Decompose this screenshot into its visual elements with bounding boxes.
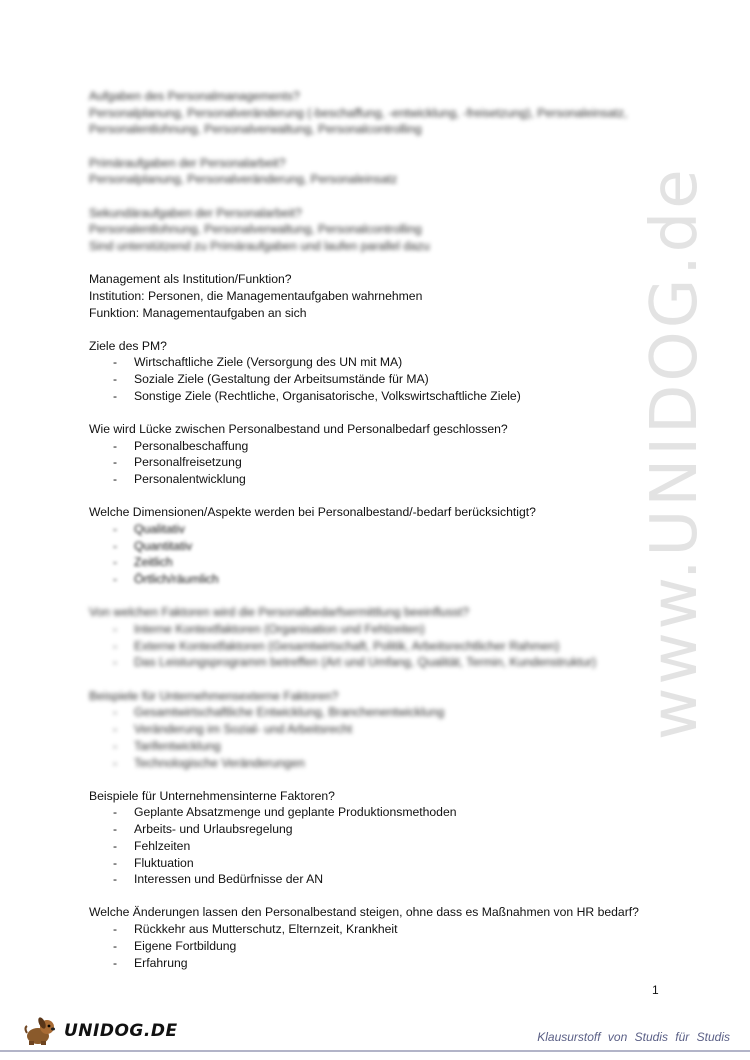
list-item <box>89 621 679 638</box>
unidog-logo <box>24 1016 178 1046</box>
section-6 <box>89 504 679 588</box>
section-1 <box>89 155 679 188</box>
section-3 <box>89 271 679 321</box>
list-item <box>89 371 679 388</box>
list-item <box>89 921 679 938</box>
dash-bullet: - <box>113 455 118 470</box>
dash-bullet: - <box>113 705 118 720</box>
list-item-text: Personalentwicklung <box>134 472 246 487</box>
list-item-text: Arbeits- und Urlaubsregelung <box>134 822 293 837</box>
list-item <box>89 638 679 655</box>
dash-bullet: - <box>113 438 118 453</box>
page-number: 1 <box>652 983 659 997</box>
dash-bullet: - <box>113 955 118 970</box>
list-item-text: Eigene Fortbildung <box>134 938 237 953</box>
list-item <box>89 704 679 721</box>
dash-bullet: - <box>113 388 118 403</box>
list-item-text: Interessen und Bedürfnisse der AN <box>134 872 324 887</box>
list-item-text: Interne Kontextfaktoren (Organisation und Fehlzeiten) <box>134 622 425 637</box>
dash-bullet: - <box>113 938 118 953</box>
dash-bullet: - <box>113 755 118 770</box>
list-item <box>89 571 679 588</box>
list-item-text: Personalbeschaffung <box>134 438 249 453</box>
dash-bullet: - <box>113 372 118 387</box>
list-item <box>89 538 679 555</box>
section-heading: Beispiele für Unternehmensinterne Faktoren? <box>89 788 335 803</box>
dash-bullet: - <box>113 872 118 887</box>
section-heading: Von welchen Faktoren wird die Personalbedarfsermittlung beeinflusst? <box>89 605 470 620</box>
section-text-line: Personalentlohnung, Personalverwaltung, Personalcontrolling <box>89 122 422 137</box>
list-item-text: Tarifentwicklung <box>134 738 221 753</box>
list-item <box>89 354 679 371</box>
section-5 <box>89 421 679 488</box>
list-item <box>89 438 679 455</box>
logo-text: UNIDOG.DE <box>64 1021 178 1041</box>
dash-bullet: - <box>113 838 118 853</box>
list-item-text: Personalfreisetzung <box>134 455 242 470</box>
list-item <box>89 471 679 488</box>
list-item-text: Fluktuation <box>134 855 194 870</box>
dash-bullet: - <box>113 655 118 670</box>
list-item-text: Gesamtwirtschaftliche Entwicklung, Branchenentwicklung <box>134 705 445 720</box>
list-item-text: Erfahrung <box>134 955 188 970</box>
list-item-text: Zeitlich <box>134 555 173 570</box>
section-text-line: Personalentlohnung, Personalverwaltung, Personalcontrolling <box>89 222 422 237</box>
dash-bullet: - <box>113 822 118 837</box>
section-heading: Management als Institution/Funktion? <box>89 272 292 287</box>
section-7 <box>89 604 679 671</box>
list-item <box>89 654 679 671</box>
section-heading: Primäraufgaben der Personalarbeit? <box>89 155 286 170</box>
dash-list <box>89 438 679 488</box>
list-item <box>89 738 679 755</box>
watermark: www.UNIDOG.de <box>638 166 712 740</box>
list-item-text: Externe Kontextfaktoren (Gesamtwirtschaft, Politik, Arbeitsrechtlicher Rahmen) <box>134 638 560 653</box>
list-item-text: Qualitativ <box>134 522 185 537</box>
section-text-line: Sind unterstützend zu Primäraufgaben und laufen parallel dazu <box>89 238 430 253</box>
list-item-text: Veränderung im Sozial- und Arbeitsrecht <box>134 722 353 737</box>
dash-list <box>89 354 679 404</box>
section-heading: Wie wird Lücke zwischen Personalbestand und Personalbedarf geschlossen? <box>89 422 508 437</box>
list-item <box>89 955 679 972</box>
section-heading: Welche Dimensionen/Aspekte werden bei Personalbestand/-bedarf berücksichtigt? <box>89 505 536 520</box>
dash-bullet: - <box>113 622 118 637</box>
list-item <box>89 855 679 872</box>
section-heading: Sekundäraufgaben der Personalarbeit? <box>89 205 302 220</box>
dash-bullet: - <box>113 555 118 570</box>
section-8 <box>89 688 679 772</box>
section-text-line: Personalplanung, Personalveränderung (-beschaffung, -entwicklung, -freisetzung), Personaleinsatz, <box>89 105 628 120</box>
dash-bullet: - <box>113 722 118 737</box>
list-item <box>89 454 679 471</box>
section-0 <box>89 88 679 138</box>
dash-bullet: - <box>113 522 118 537</box>
dash-bullet: - <box>113 572 118 587</box>
dash-bullet: - <box>113 538 118 553</box>
dash-bullet: - <box>113 638 118 653</box>
list-item-text: Technologische Veränderungen <box>134 755 305 770</box>
section-text-line: Personalplanung, Personalveränderung, Personaleinsatz <box>89 172 398 187</box>
list-item <box>89 721 679 738</box>
list-item-text: Örtlich/räumlich <box>134 572 219 587</box>
dash-bullet: - <box>113 922 118 937</box>
footer-divider <box>0 1050 750 1052</box>
section-2 <box>89 205 679 255</box>
list-item-text: Geplante Absatzmenge und geplante Produktionsmethoden <box>134 805 457 820</box>
section-heading: Welche Änderungen lassen den Personalbestand steigen, ohne dass es Maßnahmen von HR bedarf? <box>89 905 639 920</box>
dash-list <box>89 921 679 971</box>
dash-bullet: - <box>113 355 118 370</box>
dash-list <box>89 521 679 588</box>
dog-mascot-icon <box>24 1016 60 1046</box>
section-heading: Beispiele für Unternehmensexterne Faktoren? <box>89 688 339 703</box>
dash-bullet: - <box>113 472 118 487</box>
list-item <box>89 838 679 855</box>
section-10 <box>89 904 679 971</box>
document-content <box>89 88 679 988</box>
dash-list <box>89 621 679 671</box>
dash-bullet: - <box>113 738 118 753</box>
section-text-line: Institution: Personen, die Managementaufgaben wahrnehmen <box>89 288 423 303</box>
list-item-text: Das Leistungsprogramm betreffen (Art und Umfang, Qualität, Termin, Kundenstruktur) <box>134 655 597 670</box>
dash-list <box>89 704 679 771</box>
list-item <box>89 938 679 955</box>
list-item <box>89 804 679 821</box>
dash-bullet: - <box>113 805 118 820</box>
footer-tagline: Klausurstoff von Studis für Studis <box>537 1030 730 1044</box>
list-item <box>89 388 679 405</box>
list-item-text: Sonstige Ziele (Rechtliche, Organisatorische, Volkswirtschaftliche Ziele) <box>134 388 521 403</box>
section-heading: Ziele des PM? <box>89 338 167 353</box>
list-item <box>89 871 679 888</box>
list-item-text: Soziale Ziele (Gestaltung der Arbeitsumstände für MA) <box>134 372 429 387</box>
dash-bullet: - <box>113 855 118 870</box>
section-text-line: Funktion: Managementaufgaben an sich <box>89 305 307 320</box>
dash-list <box>89 804 679 888</box>
list-item <box>89 755 679 772</box>
list-item-text: Fehlzeiten <box>134 838 191 853</box>
list-item-text: Rückkehr aus Mutterschutz, Elternzeit, Krankheit <box>134 922 398 937</box>
list-item-text: Wirtschaftliche Ziele (Versorgung des UN mit MA) <box>134 355 403 370</box>
list-item <box>89 521 679 538</box>
section-4 <box>89 338 679 405</box>
list-item <box>89 821 679 838</box>
section-9 <box>89 788 679 888</box>
section-heading: Aufgaben des Personalmanagements? <box>89 89 300 103</box>
list-item-text: Quantitativ <box>134 538 193 553</box>
list-item <box>89 554 679 571</box>
